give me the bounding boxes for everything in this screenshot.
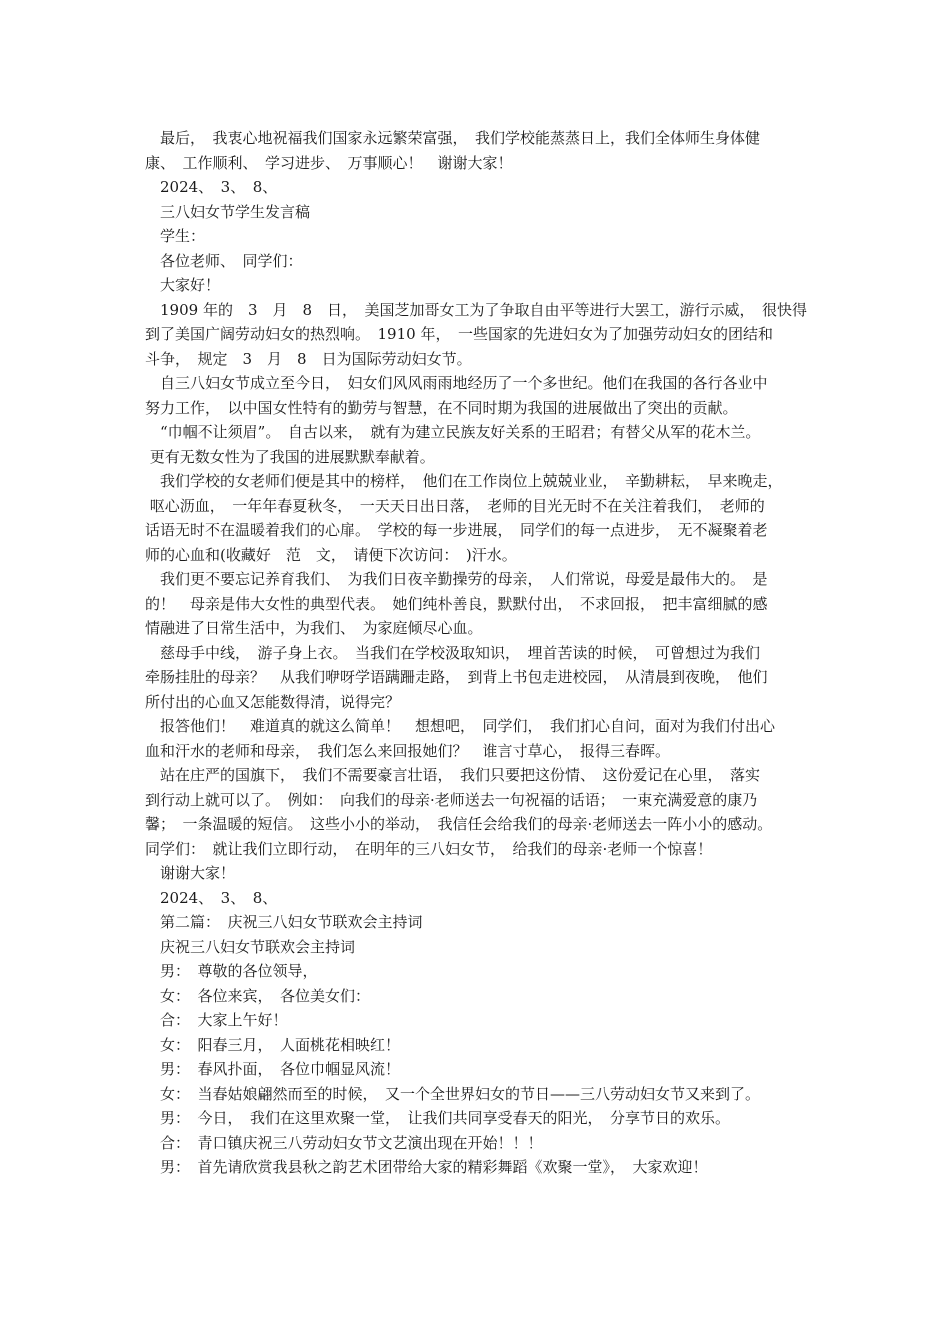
text-line: 2024、 3、 8、 [145,888,278,907]
text-line: 我们更不要忘记养育我们、 为我们日夜辛勤操劳的母亲， 人们常说，母爱是最伟大的。 是 [145,570,768,588]
text-line: 到行动上就可以了。 例如： 向我们的母亲·老师送去一句祝福的话语； 一束充满爱意的康乃 [145,790,758,809]
text-line: 情融进了日常生活中，为我们、 为家庭倾尽心血。 [145,619,483,637]
text-line: 合： 青口镇庆祝三八劳动妇女节文艺演出现在开始！！！ [145,1133,543,1152]
text-line: 男： 春风扑面， 各位巾帼显风流！ [145,1060,401,1078]
text-line: 女： 阳春三月， 人面桃花相映红！ [145,1035,401,1054]
text-line: 血和汗水的老师和母亲， 我们怎么来回报她们？ 谁言寸草心， 报得三春晖。 [145,741,671,760]
text-line: 站在庄严的国旗下， 我们不需要豪言壮语， 我们只要把这份情、 这份爱记在心里， 落实 [145,766,761,784]
text-line: 我们学校的女老师们便是其中的榜样， 他们在工作岗位上兢兢业业， 辛勤耕耘， 早来晚走， [145,472,783,490]
text-line: 自三八妇女节成立至今日， 妇女们风风雨雨地经历了一个多世纪。他们在我国的各行各业中 [145,374,768,392]
text-line: 师的心血和(收藏好 范 文， 请便下次访问： )汗水。 [145,545,517,564]
text-line: 男： 尊敬的各位领导， [145,962,318,980]
text-line: 努力工作， 以中国女性特有的勤劳与智慧，在不同时期为我国的进展做出了突出的贡献。 [145,398,738,417]
document-body [145,126,815,1180]
text-line: 男： 首先请欣赏我县秋之韵艺术团带给大家的精彩舞蹈《欢聚一堂》， 大家欢迎！ [145,1158,708,1176]
text-line: 第二篇： 庆祝三八妇女节联欢会主持词 [145,913,423,931]
text-line: 斗争， 规定 3 月 8 日为国际劳动妇女节。 [145,349,472,368]
text-line: 三八妇女节学生发言稿 [145,202,311,221]
text-line: 合： 大家上午好！ [145,1011,288,1029]
text-line: 谢谢大家！ [145,864,236,882]
text-line: 更有无数女性为了我国的进展默默奉献着。 [145,447,435,466]
text-line: 男： 今日， 我们在这里欢聚一堂， 让我们共同享受春天的阳光， 分享节日的欢乐。 [145,1109,731,1127]
text-line: 呕心沥血， 一年年春夏秋冬， 一天天日出日落， 老师的目光无时不在关注着我们， 老师的 [145,496,765,515]
text-line: 2024、 3、 8、 [145,178,278,196]
text-line: 各位老师、 同学们： [145,251,303,270]
text-line: 报答他们！ 难道真的就这么简单！ 想想吧， 同学们， 我们扪心自问，面对为我们付出心 [145,717,776,735]
text-line: 大家好！ [145,276,221,294]
text-line: 到了美国广阔劳动妇女的热烈响。 1910 年， 一些国家的先进妇女为了加强劳动妇女的团结和 [145,325,773,343]
text-line: 话语无时不在温暖着我们的心扉。 学校的每一步进展， 同学们的每一点进步， 无不凝聚着老 [145,521,768,539]
text-line: 学生： [145,227,206,245]
text-line: 康、 工作顺利、 学习进步、 万事顺心！ 谢谢大家！ [145,153,513,172]
text-line: 牵肠挂肚的母亲？ 从我们咿呀学语蹒跚走路， 到背上书包走进校园， 从清晨到夜晚， 他们 [145,668,768,686]
text-line: “巾帼不让须眉”。 自古以来， 就有为建立民族友好关系的王昭君；有替父从军的花木兰。 [145,423,761,441]
text-line: 1909 年的 3 月 8 日， 美国芝加哥女工为了争取自由平等进行大罢工，游行示威， 很快得 [145,300,808,319]
text-line: 所付出的心血又怎能数得清，说得完？ [145,692,401,711]
text-line: 同学们： 就让我们立即行动， 在明年的三八妇女节， 给我们的母亲·老师一个惊喜！ [145,839,713,858]
text-line: 的！ 母亲是伟大女性的典型代表。 她们纯朴善良，默默付出， 不求回报， 把丰富细腻的感 [145,594,768,613]
text-line: 馨； 一条温暖的短信。 这些小小的举动， 我信任会给我们的母亲·老师送去一阵小小的感动。 [145,815,773,833]
text-line: 最后， 我衷心地祝福我们国家永远繁荣富强， 我们学校能蒸蒸日上，我们全体师生身体健 [145,129,761,147]
text-line: 慈母手中线， 游子身上衣。 当我们在学校汲取知识， 埋首苦读的时候， 可曾想过为我们 [145,643,761,662]
text-line: 庆祝三八妇女节联欢会主持词 [145,937,356,956]
text-line: 女： 当春姑娘翩然而至的时候， 又一个全世界妇女的节日——三八劳动妇女节又来到了。 [145,1084,761,1103]
text-line: 女： 各位来宾， 各位美女们： [145,986,371,1005]
